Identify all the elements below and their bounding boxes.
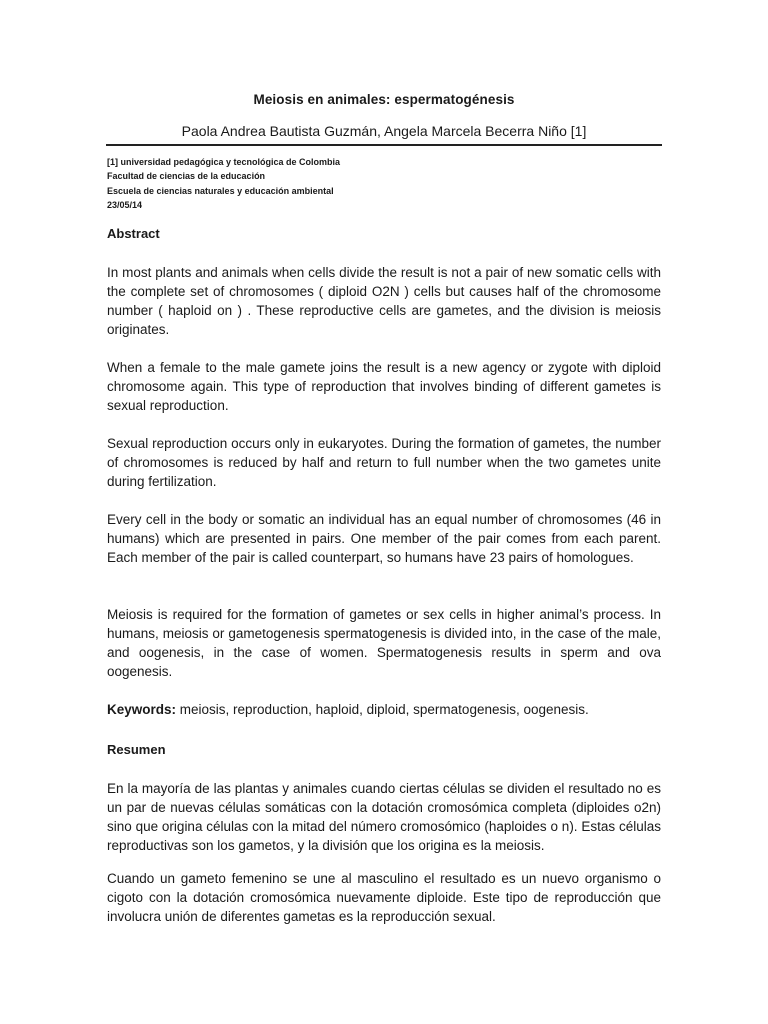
abstract-paragraph-3: Sexual reproduction occurs only in eukaryotes. During the formation of gametes, the number of chromosomes is reduced by half and return to full number when the two gametes unite during fertilization. <box>107 436 661 489</box>
resumen-paragraph-1: En la mayoría de las plantas y animales cuando ciertas células se dividen el resultado no es un par de nuevas células somáticas con la dotación cromosómica completa (diploides o2n) sino que origina células con la mitad del número cromosómico (haploides o n). Estas células reproductivas son los gametos, y la división que los origina es la meiosis. <box>107 781 661 853</box>
affiliation-faculty: Facultad de ciencias de la educación <box>107 171 266 182</box>
affiliation-university: [1] universidad pedagógica y tecnológica de Colombia <box>107 157 341 167</box>
resumen-paragraph-2: Cuando un gameto femenino se une al masculino el resultado es un nuevo organismo o cigoto con la dotación cromosómica nuevamente diploide. Este tipo de reproducción que involucra unión de diferentes gametas es la reproducción sexual. <box>107 871 661 924</box>
affiliation-school: Escuela de ciencias naturales y educación ambiental <box>107 185 334 196</box>
abstract-paragraph-5: Meiosis is required for the formation of gametes or sex cells in higher animal’s process. In humans, meiosis or gametogenesis spermatogenesis is divided into, in the case of the male, and oogenesis, in the case of women. Spermatogenesis results in sperm and ova oogenesis. <box>107 607 661 679</box>
abstract-paragraph-4: Every cell in the body or somatic an individual has an equal number of chromosomes (46 in humans) which are presented in pairs. One member of the pair comes from each parent. Each member of the pair is called counterpart, so humans have 23 pairs of homologues. <box>107 512 661 565</box>
author-line: Paola Andrea Bautista Guzmán, Angela Marcela Becerra Niño [1] <box>181 123 587 139</box>
affiliation-date: 23/05/14 <box>107 199 143 210</box>
keywords-line <box>107 700 661 719</box>
resumen-heading: Resumen <box>107 742 166 757</box>
title-divider <box>106 144 662 146</box>
keywords-text: meiosis, reproduction, haploid, diploid, spermatogenesis, oogenesis. <box>176 702 589 717</box>
document-title: Meiosis en animales: espermatogénesis <box>253 92 515 107</box>
abstract-paragraph-2: When a female to the male gamete joins the result is a new agency or zygote with diploid chromosome again. This type of reproduction that involves binding of different gametes is sexual reproduction. <box>107 360 661 413</box>
keywords-label: Keywords: <box>107 702 177 717</box>
affiliation-block <box>107 155 607 212</box>
abstract-paragraph-1: In most plants and animals when cells divide the result is not a pair of new somatic cells with the complete set of chromosomes ( diploid O2N ) cells but causes half of the chromosome number ( haploid on ) . These reproductive cells are gametes, and the division is meiosis originates. <box>107 265 661 337</box>
abstract-heading: Abstract <box>107 226 160 241</box>
